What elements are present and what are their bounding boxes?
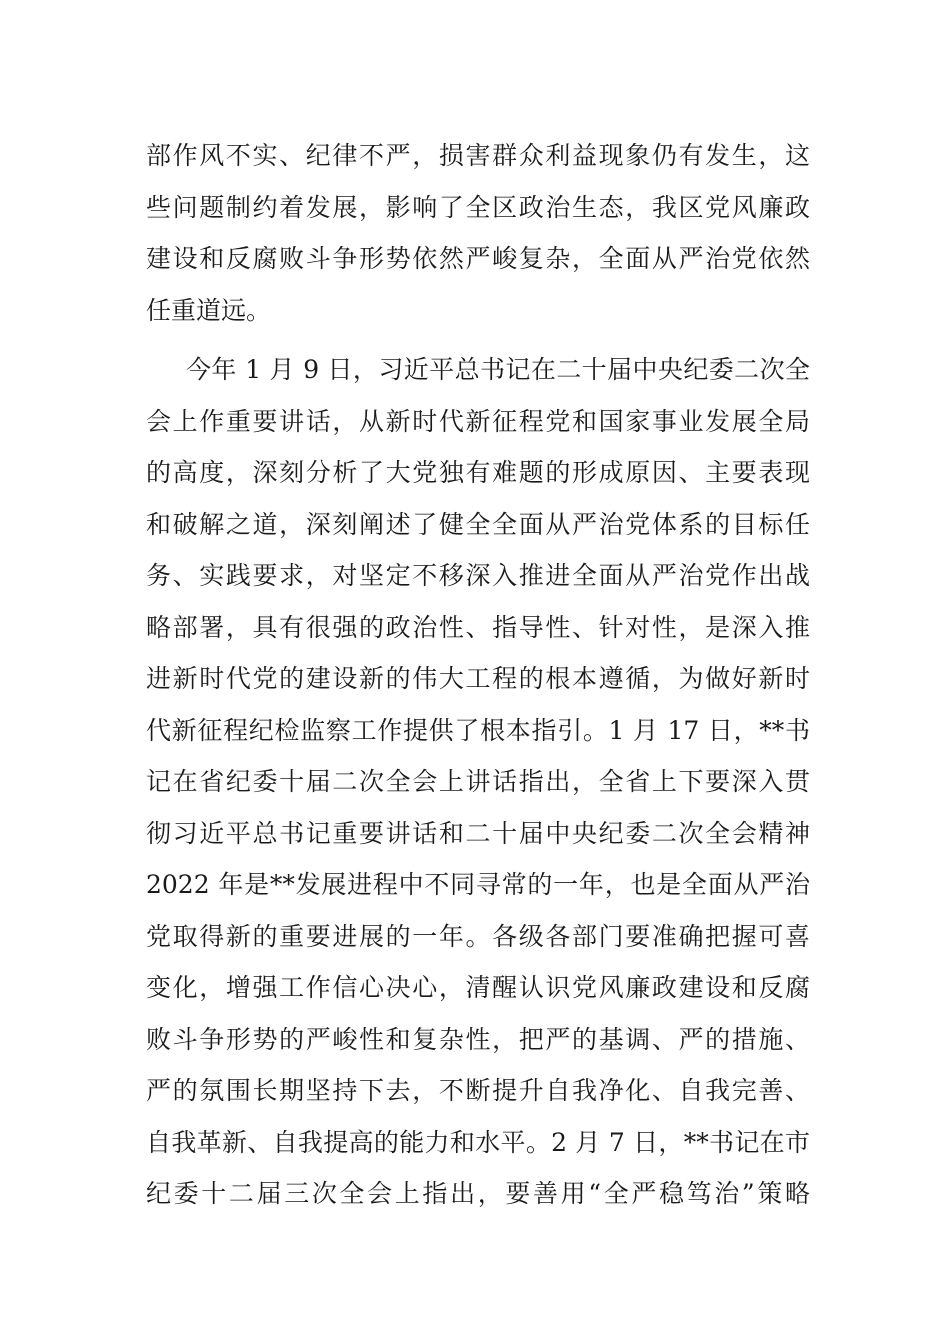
text-line: 记在省纪委十届二次全会上讲话指出，全省上下要深入贯: [146, 767, 810, 796]
text-line: 会上作重要讲话，从新时代新征程党和国家事业发展全局: [146, 406, 810, 436]
document-body: [146, 130, 810, 1220]
text-line: 部作风不实、纪律不严，损害群众利益现象仍有发生，这: [146, 141, 810, 170]
paragraph-gap: [146, 336, 810, 344]
text-line: 纪委十二届三次全会上指出，要善用“全严稳笃治”策略: [146, 1179, 810, 1208]
text-line: 败斗争形势的严峻性和复杂性，把严的基调、严的措施、: [146, 1024, 810, 1054]
text-line: 任重道远。: [146, 295, 272, 325]
text-line: 代新征程纪检监察工作提供了根本指引。1 月 17 日，**书: [146, 715, 810, 745]
text-line: 的高度，深刻分析了大党独有难题的形成原因、主要表现: [146, 458, 810, 487]
text-line: 进新时代党的建设新的伟大工程的根本遵循，为做好新时: [146, 664, 810, 693]
text-line: 严的氛围长期坚持下去，不断提升自我净化、自我完善、: [146, 1076, 810, 1105]
text-line: 2022 年是**发展进程中不同寻常的一年，也是全面从严治: [146, 870, 810, 899]
text-line: 自我革新、自我提高的能力和水平。2 月 7 日，**书记在市: [146, 1127, 810, 1157]
text-line: 党取得新的重要进展的一年。各级各部门要准确把握可喜: [146, 921, 810, 951]
text-line: 和破解之道，深刻阐述了健全全面从严治党体系的目标任: [146, 509, 810, 539]
text-line: 略部署，具有很强的政治性、指导性、针对性，是深入推: [146, 612, 810, 642]
text-line: 今年 1 月 9 日，习近平总书记在二十届中央纪委二次全: [186, 355, 810, 384]
paragraph-2: [146, 344, 810, 1220]
text-line: 变化，增强工作信心决心，清醒认识党风廉政建设和反腐: [146, 973, 810, 1002]
text-line: 些问题制约着发展，影响了全区政治生态，我区党风廉政: [146, 192, 810, 222]
text-line: 务、实践要求，对坚定不移深入推进全面从严治党作出战: [146, 561, 810, 590]
paragraph-1: [146, 130, 810, 336]
text-line: 彻习近平总书记重要讲话和二十届中央纪委二次全会精神: [146, 818, 810, 848]
text-line: 建设和反腐败斗争形势依然严峻复杂，全面从严治党依然: [146, 244, 810, 273]
